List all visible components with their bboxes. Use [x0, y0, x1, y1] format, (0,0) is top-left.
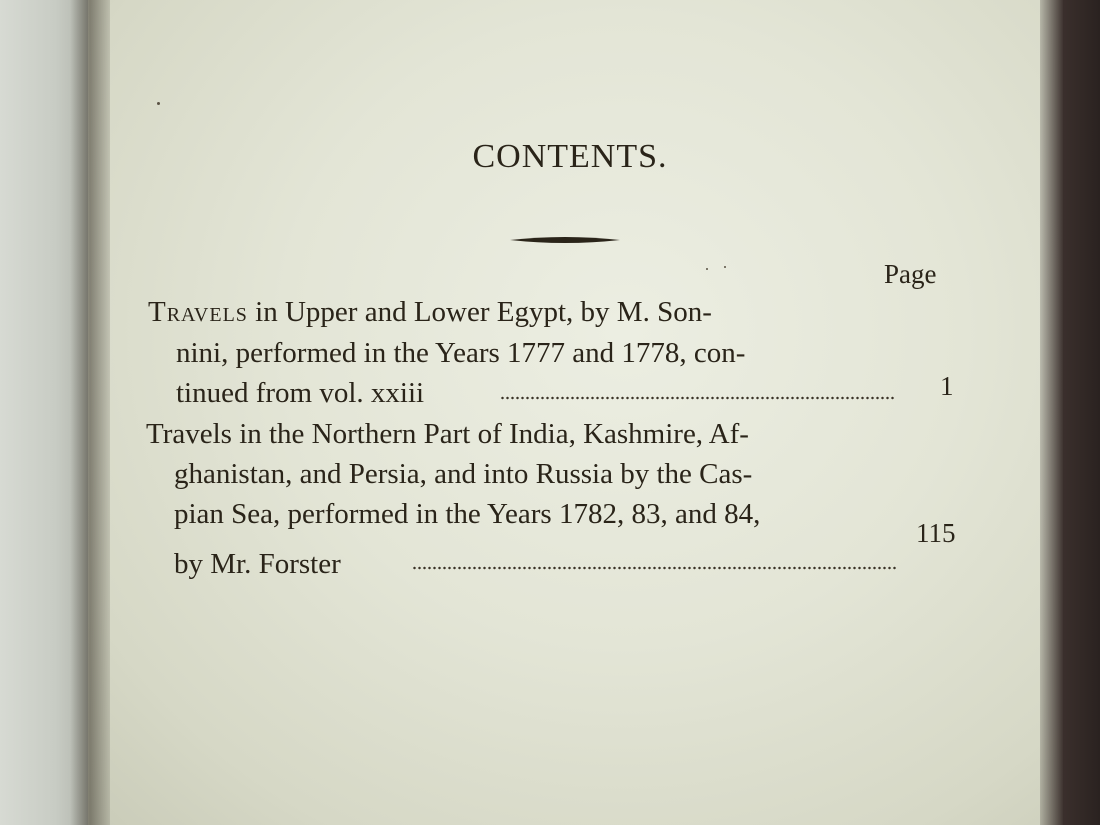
- paper-speck: [706, 268, 708, 270]
- gutter-shadow: [70, 0, 110, 825]
- entry-line: [148, 296, 712, 329]
- entry-line: by Mr. Forster: [174, 548, 341, 580]
- dot-leader: [500, 396, 894, 400]
- entry-line: ghanistan, and Persia, and into Russia by the Cas-: [174, 458, 753, 490]
- book-cover-edge: [1040, 0, 1100, 825]
- ornament-rule: [510, 232, 620, 248]
- entry-line: Travels in the Northern Part of India, Kashmire, Af-: [146, 418, 749, 450]
- entry-line: tinued from vol. xxiii: [176, 377, 425, 409]
- entry-line: pian Sea, performed in the Years 1782, 83, and 84,: [174, 498, 761, 530]
- entry-page-number: 1: [940, 371, 954, 401]
- book-page: [88, 0, 1063, 825]
- page-column-label: Page: [884, 259, 937, 289]
- dot-leader: [412, 566, 898, 570]
- entry-line: nini, performed in the Years 1777 and 1778, con-: [176, 337, 746, 369]
- paper-speck: [157, 102, 160, 105]
- paper-speck: [724, 266, 726, 268]
- entry-page-number: 115: [916, 518, 956, 548]
- entry-text: in Upper and Lower Egypt, by M. Son-: [247, 296, 712, 328]
- contents-heading: CONTENTS.: [472, 138, 668, 175]
- entry-lead-word: Travels: [148, 296, 248, 328]
